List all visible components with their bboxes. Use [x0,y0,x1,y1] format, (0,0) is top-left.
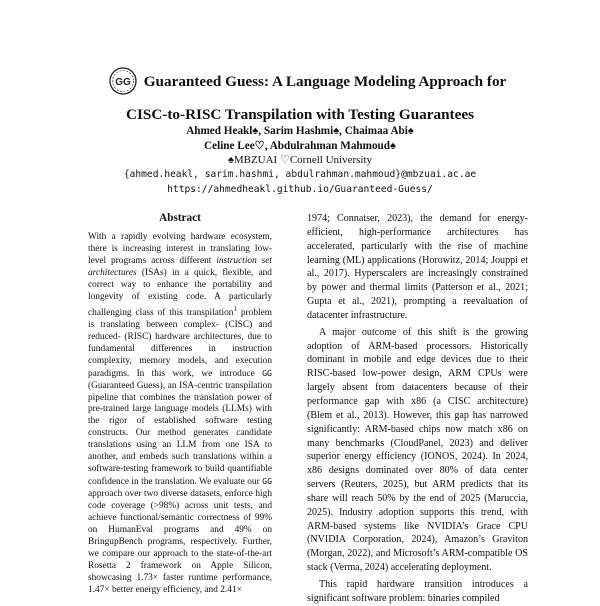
body-column [307,212,528,606]
authors-line-1: Ahmed Heakl♠, Sarim Hashmi♠, Chaimaa Abi♠ [186,125,414,137]
paper-title [0,66,600,125]
abstract-part-4: (Guaranteed Guess), an ISA-centric transpilation pipeline that combines the translation power of pre-trained large language models (LLMs) with the rigor of established software testing constructs. Our method generates candidate translations using an LLM from one ISA to another, and embeds such translations within a software-testing framework to build quantifiable confidence in the translation. We evaluate our [88,380,272,488]
abstract-part-3: problem is translating between complex- (CISC) and reduced- (RISC) hardware architectures, due to fundamental differences in instruction complexity, memory models, and execution paradigms. In this work, we introduce [88,307,272,379]
authors-line-2: Celine Lee♡, Abdulrahman Mahmoud♠ [204,140,396,152]
abstract-heading: Abstract [159,212,201,224]
gg-name: GG [262,476,272,487]
body-paragraph: 1974; Connatser, 2023), the demand for energy-efficient, high-performance architectures has accelerated, particularly with the rise of machine learning (ML) applications (Horowitz, 2014; Jouppi et al., 2017). Hyperscalers are increasingly constrained by power and thermal limits (Patterson et al., 2021; Gupta et al., 2021), prompting a reevaluation of datacenter infrastructure. [307,213,528,321]
author-emails: {ahmed.heakl, sarim.hashmi, abdulrahman.mahmoud}@mbzuai.ac.ae [123,169,477,180]
footnote-mark[interactable]: 1 [233,304,237,313]
gg-name: GG [262,367,272,378]
abstract-part-1: With a rapidly evolving hardware ecosystem, there is increasing interest in translating low-level programs across different [88,232,272,266]
project-url-link[interactable]: https://ahmedheakl.github.io/Guaranteed-Guess/ [167,184,433,195]
title-line-1 [14,66,600,96]
author-list [0,124,600,154]
gg-logo-icon [108,66,138,96]
body-paragraph: This rapid hardware transition introduces a significant software problem: binaries compiled [307,578,528,604]
svg-text:GG: GG [114,77,131,88]
abstract-part-2: (ISAs) in a quick, flexible, and correct way to enhance the portability and longevity of existing code. A particularly challenging class of this transpilation [88,267,272,318]
title-text-line-1: Guaranteed Guess: A Language Modeling Approach for [143,72,507,90]
title-line-2: CISC-to-RISC Transpilation with Testing Guarantees [126,106,474,123]
body-paragraph: A major outcome of this shift is the growing adoption of ARM-based processors. Historically dominant in mobile and edge devices due to their RISC-based low-power design, ARM CPUs were largely absent from datacenters because of their performance gap with x86 (a CISC architecture) (Blem et al., 2013). However, this gap has narrowed significantly: ARM-based chips now match x86 on many benchmarks (CloudPanel, 2023) and deliver superior energy efficiency (IONOS, 2024). In 2024, x86 designs dominated over 80% of data center servers (Reuters, 2025), but ARM predicts that its share will reach 50% by the end of 2025 (Maruccia, 2025). Industry adoption supports this trend, with ARM-based systems like NVIDIA’s Grace CPU (NVIDIA Corporation, 2024), Amazon’s Graviton (Morgan, 2022), and Microsoft’s ARM-compatible OS stack (Verma, 2024) accelerating deployment. [307,326,528,574]
abstract-text [88,232,272,597]
abstract-part-5: approach over two diverse datasets, enforce high code coverage (>98%) across unit tests, and achieve functional/semantic correctness of 99% on HumanEval programs and 49% on BringupBench programs, respectively. Further, we compare our approach to the state-of-the-art Rosetta 2 framework on Apple Silicon, showcasing 1.73× faster runtime performance, 1.47× better energy efficiency, and 2.41× [88,489,272,595]
affiliations: ♠MBZUAI ♡Cornell University [227,154,373,166]
abstract-italic-term: instruction set architectures [88,255,272,278]
